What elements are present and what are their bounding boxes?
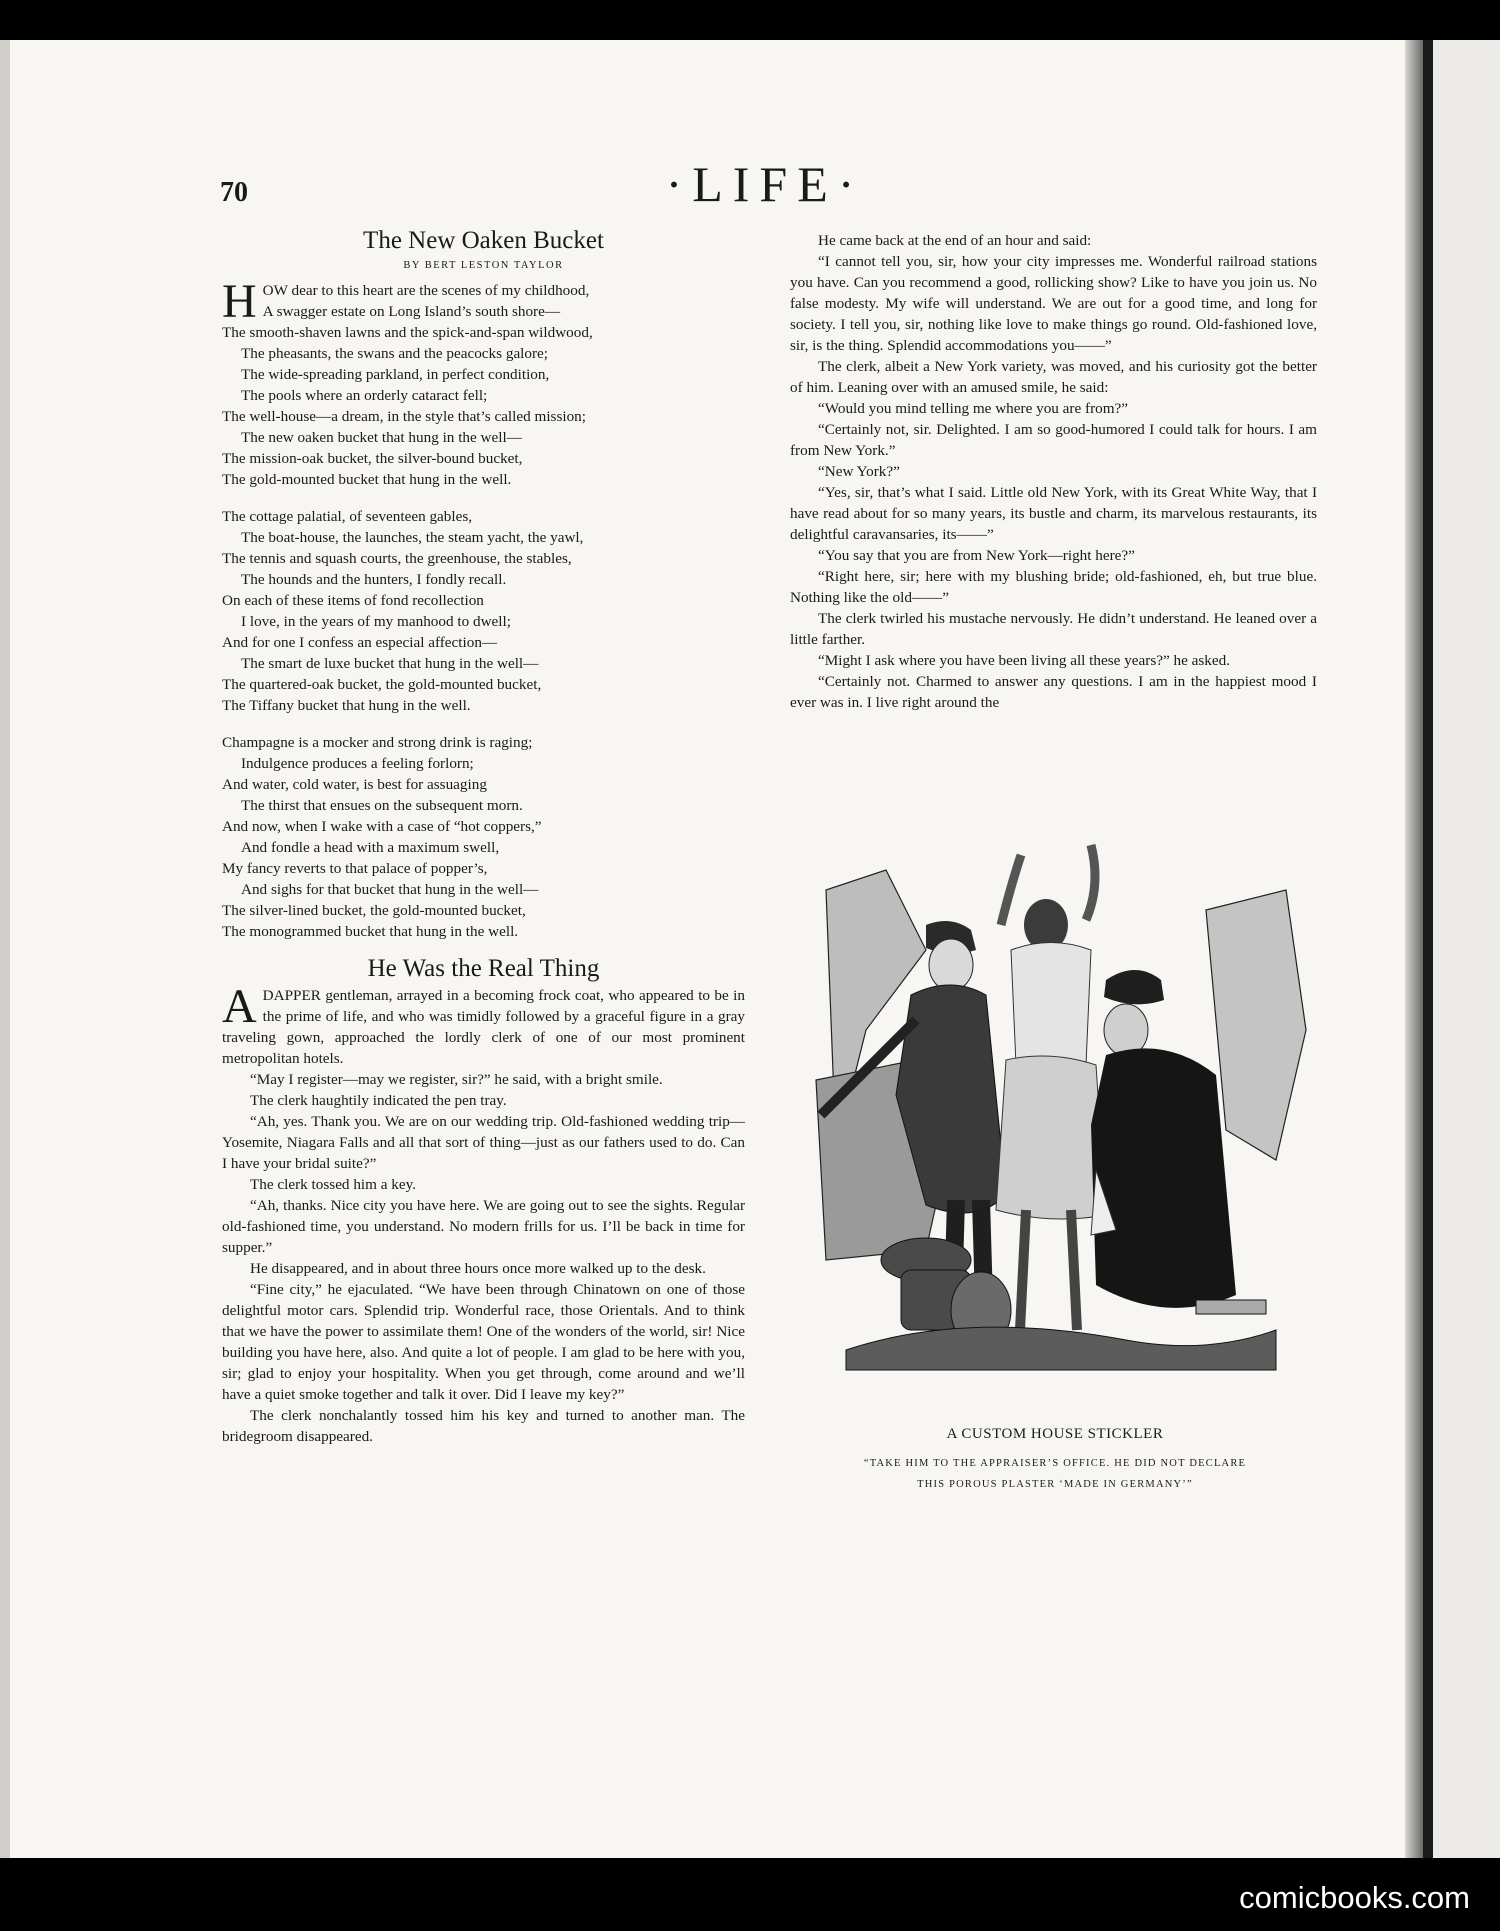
poem-line	[222, 406, 745, 427]
poem-line	[222, 611, 745, 632]
poem-line	[222, 590, 745, 611]
story-paragraph: The clerk tossed him a key.	[250, 1176, 417, 1193]
poem-line	[222, 732, 745, 753]
poem-line-text: The well-house—a dream, in the style that’s called mission;	[222, 408, 586, 425]
story-paragraph: “Certainly not. Charmed to answer any questions. I am in the happiest mood I ever was in. I live right around the	[790, 673, 1317, 711]
poem-line	[222, 548, 745, 569]
illustration-subcaption	[785, 1453, 1325, 1495]
poem-line-text: The boat-house, the launches, the steam yacht, the yawl,	[241, 529, 584, 546]
poem-line	[222, 753, 745, 774]
poem-line-text: The new oaken bucket that hung in the well—	[241, 429, 522, 446]
poem-line	[222, 527, 745, 548]
story-paragraph: The clerk, albeit a New York variety, was moved, and his curiosity got the better of him. Leaning over with an amused smile, he said:	[790, 358, 1317, 396]
poem-line	[222, 469, 745, 490]
poem-line-text: The mission-oak bucket, the silver-bound bucket,	[222, 450, 523, 467]
story-paragraph: “Ah, yes. Thank you. We are on our wedding trip. Old-fashioned wedding trip—Yosemite, Niagara Falls and all that sort of thing—just as our fathers used to do. Can I have your bridal suite?”	[222, 1113, 745, 1172]
poem-line-text: OW dear to this heart are the scenes of my childhood,	[262, 282, 590, 299]
poem-line-text: And now, when I wake with a case of “hot coppers,”	[222, 818, 542, 835]
poem-line	[222, 795, 745, 816]
story-paragraph: “New York?”	[818, 463, 900, 480]
facing-page-border	[1423, 40, 1433, 1858]
poem-line-text: The quartered-oak bucket, the gold-mounted bucket,	[222, 676, 542, 693]
poem-line	[222, 506, 745, 527]
poem-byline: BY BERT LESTON TAYLOR	[403, 260, 564, 271]
poem-line-text: And sighs for that bucket that hung in the well—	[241, 881, 539, 898]
poem-line	[222, 343, 745, 364]
poem-line-text: And for one I confess an especial affection—	[222, 634, 498, 651]
story-paragraph: The clerk twirled his mustache nervously. He didn’t understand. He leaned over a little farther.	[790, 610, 1317, 648]
story-paragraph: The clerk haughtily indicated the pen tray.	[250, 1092, 507, 1109]
masthead-title: ·LIFE·	[665, 156, 865, 212]
poem-line	[222, 774, 745, 795]
poem-line	[222, 364, 745, 385]
story-body-right	[790, 230, 1317, 713]
poem-line	[222, 816, 745, 837]
poem-line	[222, 858, 745, 879]
poem-line	[222, 653, 745, 674]
poem-line-text: The monogrammed bucket that hung in the well.	[222, 923, 519, 940]
poem-line	[222, 837, 745, 858]
page-spine-shadow	[1405, 40, 1423, 1858]
poem-line-text: The smooth-shaven lawns and the spick-and-span wildwood,	[222, 324, 593, 341]
story-title: He Was the Real Thing	[367, 955, 600, 982]
poem-line	[222, 900, 745, 921]
poem-title: The New Oaken Bucket	[363, 227, 604, 254]
illustration-caption: A CUSTOM HOUSE STICKLER	[946, 1426, 1164, 1442]
story-paragraph: “Fine city,” he ejaculated. “We have been through Chinatown on one of those delightful motor cars. Splendid trip. Wonderful race, those Orientals. And to think that we have the power to assimilate them! One of the wonders of the world, sir! Nice building you have here, also. And quite a lot of people. I am glad to be here with you, sir; glad to enjoy your hospitality. When you get through, come around and we’ll have a quiet smoke together and talk it over. Did I leave my key?”	[222, 1281, 745, 1403]
poem-line-text: The gold-mounted bucket that hung in the well.	[222, 471, 512, 488]
subcaption-line-2: THIS POROUS PLASTER ‘MADE IN GERMANY’”	[917, 1479, 1193, 1490]
poem-line-text: The Tiffany bucket that hung in the well.	[222, 697, 471, 714]
poem-stanza	[222, 275, 745, 490]
page-number: 70	[220, 177, 248, 208]
story-paragraph: “Might I ask where you have been living all these years?” he asked.	[818, 652, 1231, 669]
poem-line-text: And water, cold water, is best for assuaging	[222, 776, 487, 793]
story-paragraph: “Certainly not, sir. Delighted. I am so good-humored I could talk for hours. I am from New York.”	[790, 421, 1317, 459]
poem-line	[222, 921, 745, 942]
poem-line	[222, 301, 745, 322]
poem-body	[222, 275, 745, 942]
poem-line	[222, 879, 745, 900]
story-lead-text: DAPPER gentleman, arrayed in a becoming frock coat, who appeared to be in the prime of life, and who was timidly followed by a graceful figure in a gray traveling gown, approached the lordly clerk of one of our most prominent metropolitan hotels.	[222, 987, 745, 1067]
poem-line-text: And fondle a head with a maximum swell,	[241, 839, 500, 856]
poem-line-text: My fancy reverts to that palace of popper’s,	[222, 860, 488, 877]
story-paragraph: “May I register—may we register, sir?” he said, with a bright smile.	[250, 1071, 663, 1088]
poem-line	[222, 322, 745, 343]
poem-line-text: The pools where an orderly cataract fell;	[241, 387, 488, 404]
poem-line	[222, 427, 745, 448]
poem-line-text: I love, in the years of my manhood to dwell;	[241, 613, 511, 630]
poem-line	[222, 448, 745, 469]
poem-stanza	[222, 732, 745, 942]
left-column	[222, 227, 745, 1447]
facing-page-edge	[1423, 40, 1500, 1858]
story-first-paragraph	[222, 980, 745, 1069]
poem-line-text: The smart de luxe bucket that hung in the well—	[241, 655, 539, 672]
story-paragraph: He disappeared, and in about three hours once more walked up to the desk.	[250, 1260, 706, 1277]
story-body-left	[222, 1069, 745, 1447]
poem-line-text: The wide-spreading parkland, in perfect condition,	[241, 366, 550, 383]
right-column	[790, 230, 1317, 713]
poem-stanza	[222, 506, 745, 716]
story-paragraph: “Yes, sir, that’s what I said. Little old New York, with its Great White Way, that I have read about for so many years, its bustle and charm, its marvelous restaurants, its delightful caravansaries, its——”	[790, 484, 1317, 543]
poem-line	[222, 569, 745, 590]
poem-line-text: The silver-lined bucket, the gold-mounted bucket,	[222, 902, 526, 919]
story-paragraph: “Right here, sir; here with my blushing bride; old-fashioned, eh, but true blue. Nothing like the old——”	[790, 568, 1317, 606]
poem-line	[222, 695, 745, 716]
poem-line-text: The tennis and squash courts, the greenhouse, the stables,	[222, 550, 572, 567]
custom-house-illustration	[806, 830, 1312, 1405]
poem-line-text: The pheasants, the swans and the peacocks galore;	[241, 345, 549, 362]
story-drop-cap: A	[222, 980, 257, 1033]
site-watermark: comicbooks.com	[1239, 1880, 1470, 1915]
story-paragraph: “I cannot tell you, sir, how your city impresses me. Wonderful railroad stations you have. Can you recommend a good, rollicking show? Like to have you join us. No false modesty. My wife will understand. We are out for a good time, and long for society. I tell you, sir, nothing like love to make things go round. Old-fashioned love, sir, is the thing. Splendid accommodations you——”	[790, 253, 1317, 354]
poem-line	[222, 674, 745, 695]
poem-line-text: The thirst that ensues on the subsequent morn.	[241, 797, 523, 814]
subcaption-line-1: “TAKE HIM TO THE APPRAISER’S OFFICE. HE DID NOT DECLARE	[863, 1458, 1247, 1469]
poem-line-text: On each of these items of fond recollection	[222, 592, 484, 609]
story-paragraph: “You say that you are from New York—right here?”	[818, 547, 1135, 564]
poem-line-text: The hounds and the hunters, I fondly recall.	[241, 571, 507, 588]
page-left-edge	[0, 40, 10, 1858]
poem-line-text: Champagne is a mocker and strong drink is raging;	[222, 734, 533, 751]
poem-line-text: Indulgence produces a feeling forlorn;	[241, 755, 474, 772]
poem-line-text: The cottage palatial, of seventeen gables,	[222, 508, 473, 525]
poem-line	[222, 632, 745, 653]
story-paragraph: “Ah, thanks. Nice city you have here. We are going out to see the sights. Regular old-fashioned time, you understand. No modern frills for us. I’ll be back in time for supper.”	[222, 1197, 745, 1256]
story-paragraph: The clerk nonchalantly tossed him his key and turned to another man. The bridegroom disappeared.	[222, 1407, 745, 1445]
story-paragraph: “Would you mind telling me where you are from?”	[818, 400, 1129, 417]
poem-line-text: A swagger estate on Long Island’s south shore—	[262, 303, 561, 320]
story-paragraph: He came back at the end of an hour and said:	[818, 232, 1092, 249]
poem-drop-cap: H	[222, 275, 257, 328]
poem-line	[222, 385, 745, 406]
